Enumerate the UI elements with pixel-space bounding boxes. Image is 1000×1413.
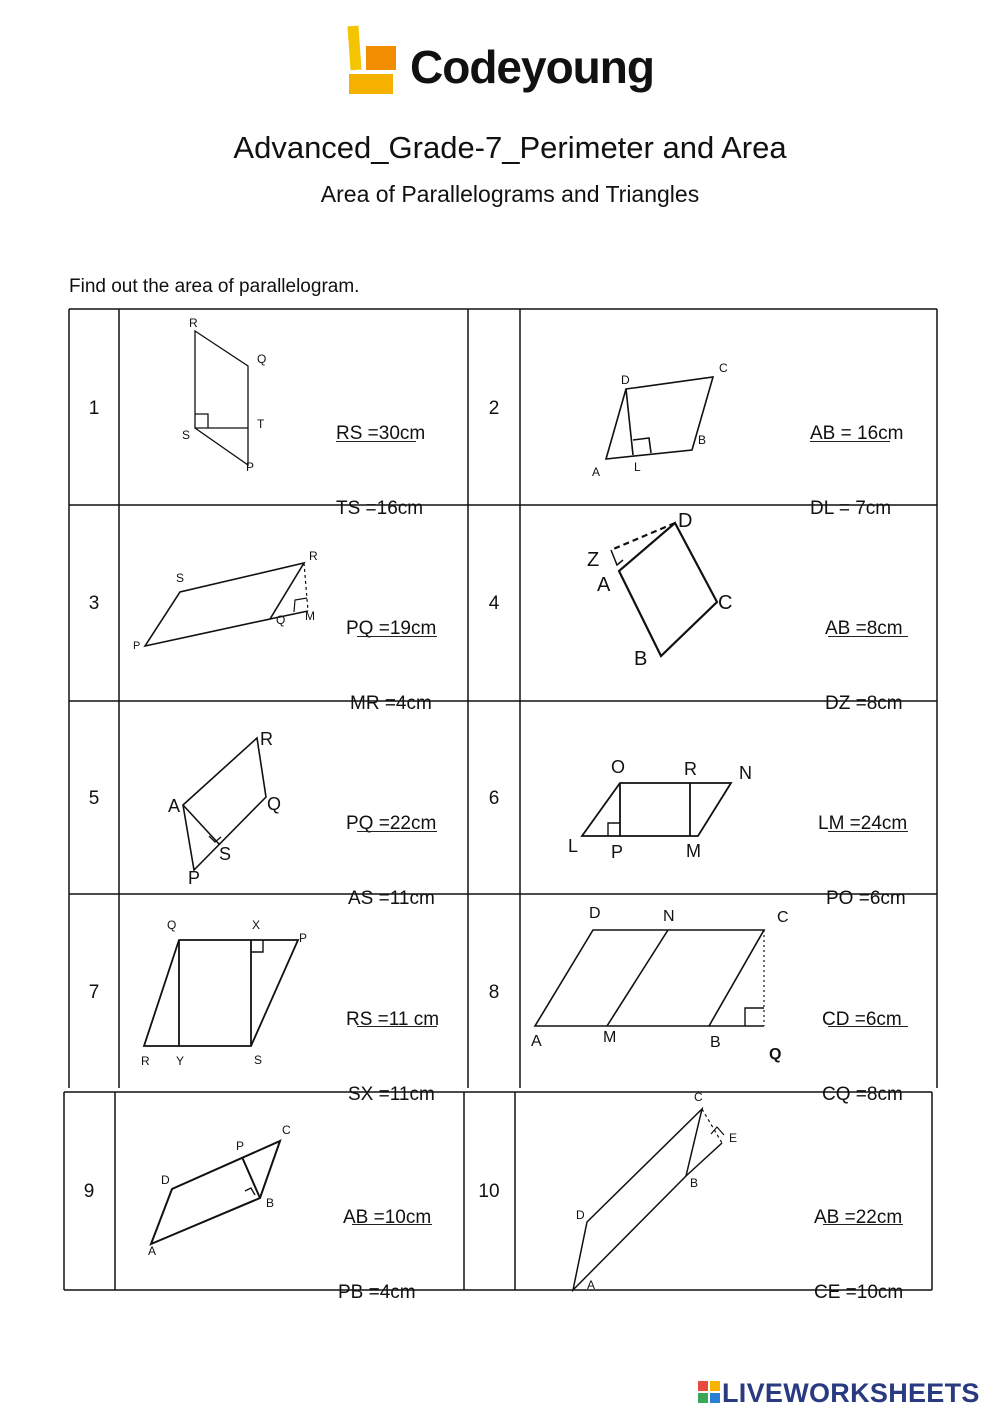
given-line: AB = 16cm [810,423,904,444]
vertex-label: R [309,549,318,563]
answer-blank[interactable] [352,1224,432,1225]
vertex-label: T [257,417,265,431]
answer-blank[interactable] [357,1026,437,1027]
liveworksheets-logo-icon [698,1381,720,1403]
vertex-label: N [739,763,752,783]
vertex-label: B [698,433,707,447]
problem-number: 9 [83,1181,95,1202]
vertex-label: Z [587,549,600,571]
vertex-label: C [777,909,789,926]
vertex-label: M [603,1029,617,1046]
vertex-label: P [236,1139,245,1153]
problem-number: 4 [488,593,500,614]
given-line: PQ =19cm [346,618,437,639]
vertex-label: B [710,1034,721,1051]
vertex-label: C [718,592,733,614]
answer-blank[interactable] [336,441,416,442]
vertex-label: L [634,460,641,474]
given-values [810,371,903,546]
given-line: DZ =8cm [825,693,903,714]
given-line: SX =11cm [348,1084,435,1105]
vertex-label: E [729,1131,738,1145]
vertex-label: D [621,373,630,387]
given-line: AB =10cm [343,1207,432,1228]
vertex-label: L [568,836,579,856]
figure-6 [582,783,731,836]
problem-number: 3 [88,593,100,614]
vertex-label: M [305,609,315,623]
vertex-label: R [189,316,198,330]
brand-name: Codeyoung [410,41,654,93]
figure-1 [195,331,248,465]
problem-number: 8 [488,982,500,1003]
figure-10 [573,1109,724,1290]
vertex-label: Q [267,794,282,814]
vertex-label: D [589,905,601,922]
vertex-label: R [260,729,273,749]
vertex-label: Q [769,1046,782,1063]
answer-blank[interactable] [828,831,908,832]
given-line: PB =4cm [338,1282,416,1303]
vertex-label: S [182,428,191,442]
vertex-label: R [684,759,697,779]
vertex-label: D [678,510,693,532]
vertex-label: B [266,1196,275,1210]
watermark-text: LIVEWORKSHEETS [722,1378,980,1408]
vertex-label: A [148,1244,157,1258]
given-line: TS =16cm [336,498,424,519]
vertex-label: S [176,571,185,585]
figure-5 [183,738,266,870]
vertex-label: A [592,465,601,479]
figure-7 [144,940,298,1046]
given-line: MR =4cm [350,693,432,714]
given-line: RS =30cm [336,423,426,444]
answer-blank[interactable] [810,441,890,442]
answer-blank[interactable] [357,831,437,832]
vertex-label: C [694,1090,703,1104]
page-title: Advanced_Grade-7_Perimeter and Area [233,130,787,165]
vertex-label: M [686,841,701,861]
given-values [825,566,903,741]
instruction-text: Find out the area of parallelogram. [69,276,360,297]
given-line: RS =11 cm [346,1009,440,1030]
problem-number: 6 [488,788,500,809]
problem-number: 1 [88,398,100,419]
vertex-label: D [161,1173,170,1187]
given-values [336,371,425,546]
vertex-label: C [719,361,728,375]
given-line: AB =8cm [825,618,903,639]
vertex-label: R [141,1054,150,1068]
page-subtitle: Area of Parallelograms and Triangles [320,181,700,207]
given-line: CD =6cm [822,1009,902,1030]
given-line: DL = 7cm [810,498,892,519]
given-values [338,1155,432,1330]
vertex-label: P [611,842,624,862]
vertex-label: Y [176,1054,185,1068]
given-values [346,566,436,741]
given-line: CQ =8cm [822,1084,903,1105]
vertex-label: N [663,908,675,925]
vertex-label: S [254,1053,263,1067]
answer-blank[interactable] [828,1026,908,1027]
vertex-label: A [168,796,181,816]
problem-number: 2 [488,398,500,419]
vertex-label: B [634,648,648,670]
given-line: AB =22cm [814,1207,903,1228]
answer-blank[interactable] [357,636,437,637]
vertex-label: P [188,868,201,888]
given-line: AS =11cm [348,888,435,909]
given-values [822,957,903,1132]
given-values [346,761,436,936]
answer-blank[interactable] [823,1224,903,1225]
vertex-label: Q [167,918,177,932]
vertex-label: B [690,1176,699,1190]
problem-number: 5 [88,788,100,809]
vertex-label: Q [276,613,286,627]
answer-blank[interactable] [828,636,908,637]
problem-number: 10 [478,1181,500,1202]
given-values [346,957,439,1132]
figure-8 [535,930,764,1026]
vertex-label: P [299,931,308,945]
vertex-label: P [133,640,141,652]
vertex-label: X [252,918,261,932]
figure-3 [145,563,308,646]
vertex-label: A [587,1278,596,1292]
vertex-label: Q [257,352,267,366]
given-values [818,761,907,936]
vertex-label: O [611,757,626,777]
vertex-label: S [219,844,232,864]
vertex-label: D [576,1208,585,1222]
given-line: LM =24cm [818,813,908,834]
problem-number: 7 [88,982,100,1003]
given-values [814,1155,903,1330]
given-line: CE =10cm [814,1282,904,1303]
figure-4 [611,523,717,656]
vertex-label: A [531,1033,542,1050]
given-line: PO =6cm [826,888,906,909]
vertex-label: C [282,1123,291,1137]
given-line: PQ =22cm [346,813,437,834]
vertex-label: A [597,574,611,596]
figure-2 [606,377,713,459]
figure-9 [151,1141,280,1244]
vertex-label: P [246,460,255,474]
